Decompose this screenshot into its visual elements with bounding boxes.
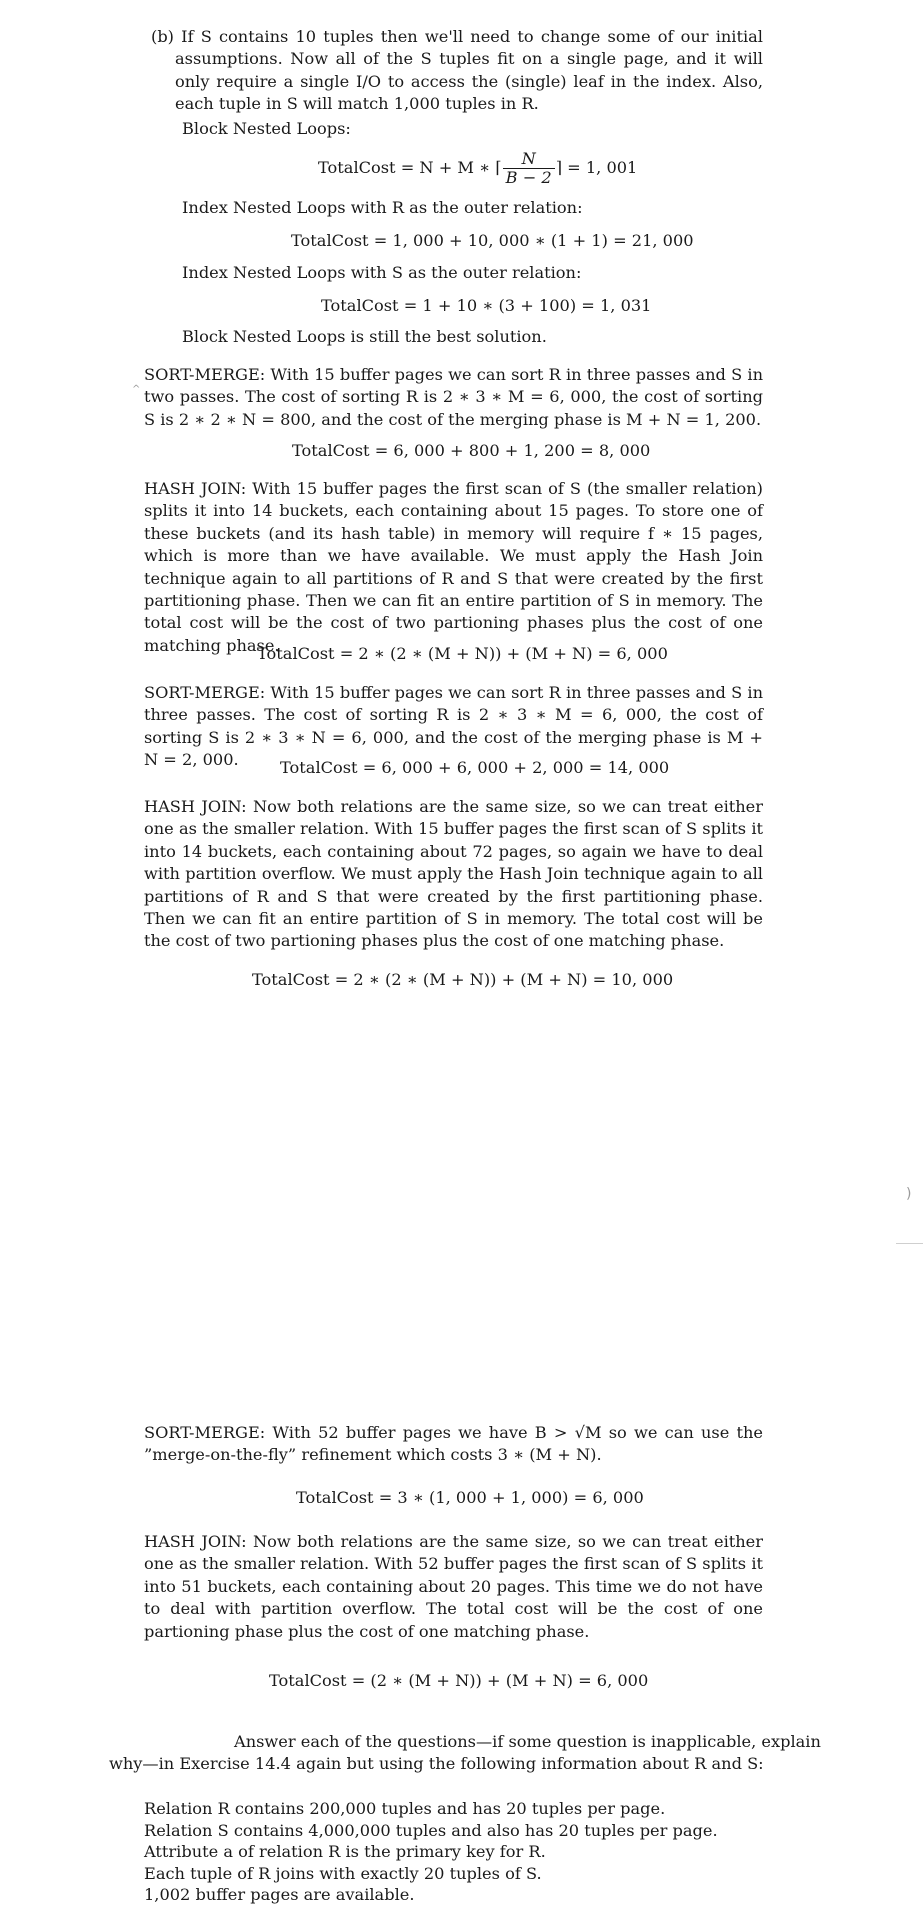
edge-dash-mark: [896, 1243, 923, 1244]
bnl-heading: Block Nested Loops:: [182, 119, 351, 138]
inl-s-heading: Index Nested Loops with S as the outer relation:: [182, 263, 582, 282]
hash-join-3-equation: TotalCost = (2 ∗ (M + N)) + (M + N) = 6, 000: [269, 1671, 649, 1690]
question-line-1: Answer each of the questions—if some question is inapplicable, explain: [234, 1732, 821, 1751]
sort-merge-3-paragraph: SORT-MERGE: With 52 buffer pages we have B > √M so we can use the ”merge-on-the-fly” refinement which costs 3 ∗ (M + N).: [144, 1423, 763, 1465]
hash-join-1-paragraph: HASH JOIN: With 15 buffer pages the first scan of S (the smaller relation) splits it into 14 buckets, each containing about 15 pages. To store one of these buckets (and its hash table) in memory will require f ∗ 15 pages, which is more than we have available. We must apply the Hash Join technique again to all partitions of R and S that were created by the first partitioning phase. Then we can fit an entire partition of S in memory. The total cost will be the cost of two partioning phases plus the cost of one matching phase.: [144, 479, 763, 655]
edge-tick-mark: ): [906, 1186, 912, 1202]
sort-merge-2-paragraph: SORT-MERGE: With 15 buffer pages we can sort R in three passes and S in three passes. The cost of sorting R is 2 ∗ 3 ∗ M = 6, 000, the cost of sorting S is 2 ∗ 3 ∗ N = 6, 000, and the cost of the merging phase is M + N = 2, 000.: [144, 683, 763, 770]
part-b-conclusion: Block Nested Loops is still the best solution.: [182, 327, 547, 346]
inl-r-equation: TotalCost = 1, 000 + 10, 000 ∗ (1 + 1) = 21, 000: [291, 231, 694, 250]
question-line-2: why—in Exercise 14.4 again but using the following information about R and S:: [109, 1754, 764, 1773]
info-item: Attribute a of relation R is the primary key for R.: [144, 1842, 546, 1862]
eq1-suffix: ⌉ = 1, 001: [555, 158, 638, 177]
sort-merge-2-equation: TotalCost = 6, 000 + 6, 000 + 2, 000 = 14, 000: [280, 758, 670, 777]
part-b-paragraph: (b) If S contains 10 tuples then we'll need to change some of our initial assumptions. Now all of the S tuples fit on a single page, and it will only require a single I/O to access the (single) leaf in the index. Also, each tuple in S will match 1,000 tuples in R.: [151, 27, 763, 114]
stray-caret-mark: ^: [132, 384, 141, 395]
sort-merge-3-equation: TotalCost = 3 ∗ (1, 000 + 1, 000) = 6, 000: [296, 1488, 644, 1507]
hash-join-1-equation: TotalCost = 2 ∗ (2 ∗ (M + N)) + (M + N) = 6, 000: [257, 644, 668, 663]
sort-merge-1-paragraph: SORT-MERGE: With 15 buffer pages we can sort R in three passes and S in two passes. The cost of sorting R is 2 ∗ 3 ∗ M = 6, 000, the cost of sorting S is 2 ∗ 2 ∗ N = 800, and the cost of the merging phase is M + N = 1, 200.: [144, 365, 763, 429]
hash-join-2-equation: TotalCost = 2 ∗ (2 ∗ (M + N)) + (M + N) = 10, 000: [252, 970, 674, 989]
question-info-list: [144, 1798, 718, 1906]
hash-join-2-paragraph: HASH JOIN: Now both relations are the same size, so we can treat either one as the smaller relation. With 15 buffer pages the first scan of S splits it into 14 buckets, each containing about 72 pages, so again we have to deal with partition overflow. We must apply the Hash Join technique again to all partitions of R and S that were created by the first partitioning phase. Then we can fit an entire partition of S in memory. The total cost will be the cost of two partioning phases plus the cost of one matching phase.: [144, 797, 763, 951]
bnl-equation: [318, 150, 637, 187]
info-item: 1,002 buffer pages are available.: [144, 1885, 415, 1905]
eq1-numerator: N: [503, 150, 555, 169]
hash-join-3-paragraph: HASH JOIN: Now both relations are the same size, so we can treat either one as the smaller relation. With 52 buffer pages the first scan of S splits it into 51 buckets, each containing about 20 pages. This time we do not have to deal with partition overflow. The total cost will be the cost of one partioning phase plus the cost of one matching phase.: [144, 1532, 763, 1641]
eq1-prefix: TotalCost = N + M ∗ ⌈: [318, 158, 502, 177]
inl-s-equation: TotalCost = 1 + 10 ∗ (3 + 100) = 1, 031: [321, 296, 652, 315]
inl-r-heading: Index Nested Loops with R as the outer relation:: [182, 198, 583, 217]
eq1-denominator: B − 2: [505, 168, 552, 187]
info-item: Relation R contains 200,000 tuples and has 20 tuples per page.: [144, 1799, 666, 1818]
eq1-fraction: [503, 150, 555, 187]
sort-merge-1-equation: TotalCost = 6, 000 + 800 + 1, 200 = 8, 000: [292, 441, 651, 460]
info-item: Each tuple of R joins with exactly 20 tuples of S.: [144, 1863, 542, 1883]
info-item: Relation S contains 4,000,000 tuples and also has 20 tuples per page.: [144, 1820, 718, 1840]
